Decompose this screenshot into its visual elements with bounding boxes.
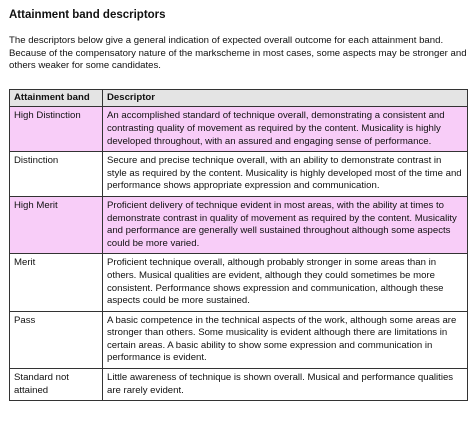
- attainment-band-table: [9, 89, 468, 401]
- band-name: High Merit: [10, 196, 103, 253]
- band-name: Standard not attained: [10, 369, 103, 401]
- table-row: [10, 107, 468, 152]
- band-name: High Distinction: [10, 107, 103, 152]
- band-descriptor: An accomplished standard of technique overall, demonstrating a consistent and contrasting quality of movement as required by the content. Musicality is highly developed throughout, with an assured and engaging sense of performance.: [103, 107, 468, 152]
- band-descriptor: A basic competence in the technical aspects of the work, although some areas are stronger than others. Some musicality is evident although there are limitations in certain areas. A basic ability to show some expression and communication in performance is evident.: [103, 311, 468, 368]
- band-descriptor: Proficient delivery of technique evident in most areas, with the ability at times to demonstrate contrast in quality of movement as required by the content. Musicality and performance are generally well sustained throughout although some aspects could be more varied.: [103, 196, 468, 253]
- table-row: [10, 196, 468, 253]
- band-descriptor: Little awareness of technique is shown overall. Musical and performance qualities are rarely evident.: [103, 369, 468, 401]
- band-name: Pass: [10, 311, 103, 368]
- table-row: [10, 254, 468, 311]
- band-descriptor: Proficient technique overall, although probably stronger in some areas than in others. Musical qualities are evident, although they could sometimes be more consistent. Performance shows expression and communication, although these aspects could be more sustained.: [103, 254, 468, 311]
- table-row: [10, 369, 468, 401]
- table-row: [10, 152, 468, 197]
- band-name: Distinction: [10, 152, 103, 197]
- header-descriptor: Descriptor: [103, 89, 468, 107]
- table-header-row: [10, 89, 468, 107]
- table-row: [10, 311, 468, 368]
- header-attainment-band: Attainment band: [10, 89, 103, 107]
- band-descriptor: Secure and precise technique overall, with an ability to demonstrate contrast in style as required by the content. Musicality is highly developed most of the time and performance shows appropriate expression and communication.: [103, 152, 468, 197]
- page-heading: Attainment band descriptors: [9, 9, 166, 21]
- band-name: Merit: [10, 254, 103, 311]
- intro-paragraph: The descriptors below give a general indication of expected overall outcome for each attainment band. Because of the compensatory nature of the markscheme in most cases, some aspects may be stronger and others weaker for some candidates.: [9, 35, 467, 72]
